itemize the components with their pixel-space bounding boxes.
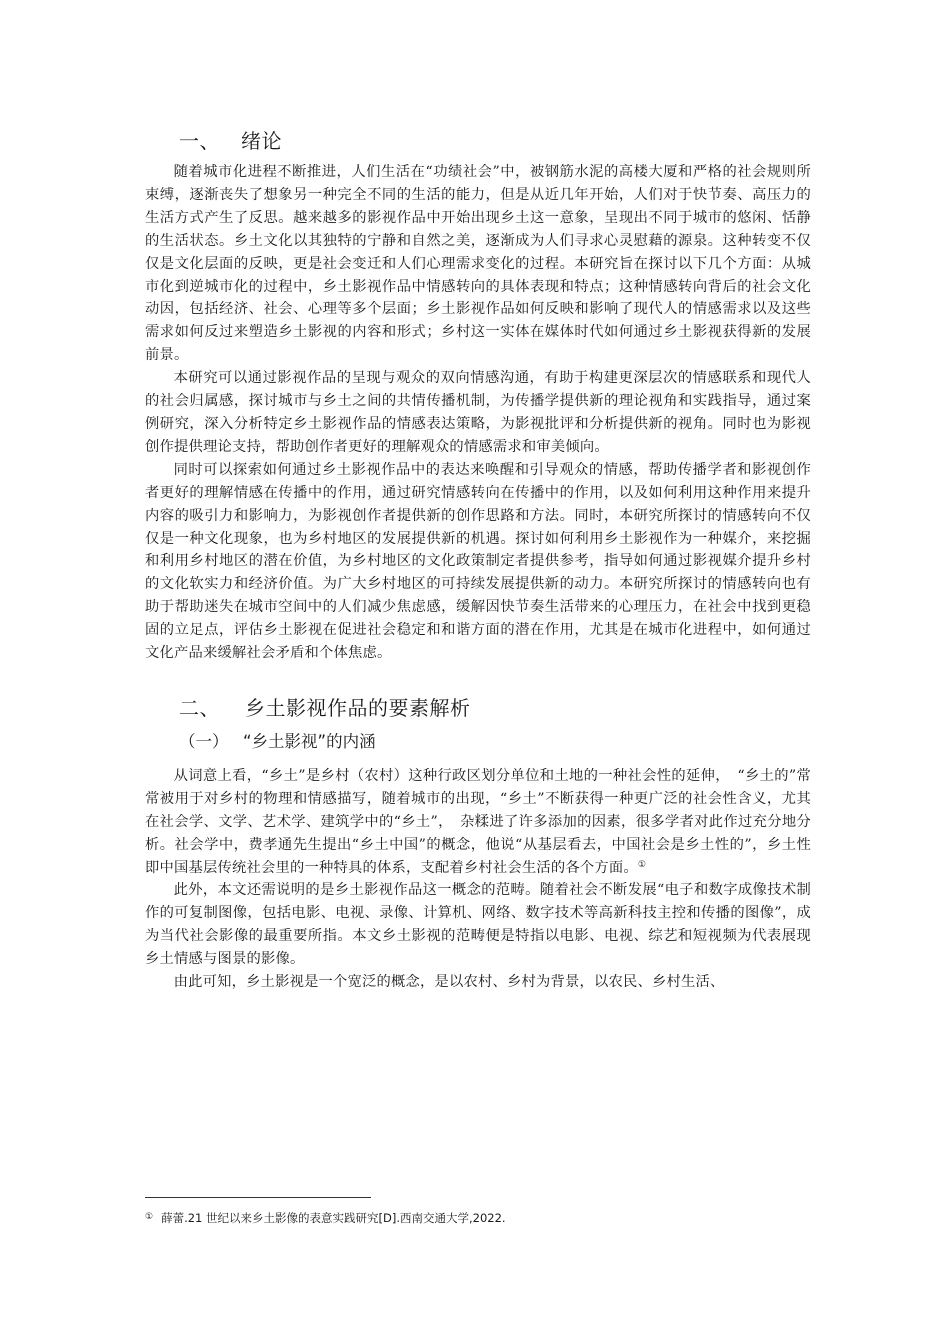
section-title: 乡土影视作品的要素解析: [245, 695, 471, 720]
page-body: [145, 124, 811, 994]
section-number: 二、: [179, 695, 220, 720]
paragraph-text: 从词意上看，“乡土”是乡村（农村）这种行政区划分单位和土地的一种社会性的延伸， “乡土的”常常被用于对乡村的物理和情感描写，随着城市的出现，“乡土”不断获得一种更广泛的社会性含义，尤其在社会学、文学、艺术学、建筑学中的“乡土”， 杂糅进了许多添加的因素，很多学者对此作过充分地分析。社会学中，费孝通先生提出“乡土中国”的概念，他说“从基层看去，中国社会是乡土性的”，乡土性即中国基层传统社会里的一种特具的体系，支配着乡村社会生活的各个方面。: [145, 767, 811, 876]
paragraph-with-footnote: [145, 765, 811, 880]
section-heading-elements: [145, 691, 811, 725]
paragraph: 本研究可以通过影视作品的呈现与观众的双向情感沟通，有助于构建更深层次的情感联系和现代人的社会归属感，探讨城市与乡土之间的共情传播机制，为传播学提供新的理论视角和实践指导，通过案例研究，深入分析特定乡土影视作品的情感表达策略，为影视批评和分析提供新的视角。同时也为影视创作提供理论支持，帮助创作者更好的理解观众的情感需求和审美倾向。: [145, 370, 811, 455]
paragraph: 由此可知，乡土影视是一个宽泛的概念，是以农村、乡村为背景，以农民、乡村生活、: [173, 974, 725, 991]
subsection-heading: [145, 727, 811, 757]
subsection-title: “乡土影视”的内涵: [243, 731, 376, 751]
footnote: [145, 1208, 811, 1227]
footnote-divider: [145, 1197, 371, 1198]
footnote-reference[interactable]: ①: [637, 859, 647, 870]
paragraph: 同时可以探索如何通过乡土影视作品中的表达来唤醒和引导观众的情感，帮助传播学者和影视创作者更好的理解情感在传播中的作用，通过研究情感转向在传播中的作用，以及如何利用这种作用来提升内容的吸引力和影响力，为影视创作者提供新的创作思路和方法。同时，本研究所探讨的情感转向不仅仅是一种文化现象，也为乡村地区的发展提供新的机遇。探讨如何利用乡土影视作为一种媒介，来挖掘和利用乡村地区的潜在价值，为乡村地区的文化政策制定者提供参考，指导如何通过影视媒介提升乡村的文化软实力和经济价值。为广大乡村地区的可持续发展提供新的动力。本研究所探讨的情感转向也有助于帮助迷失在城市空间中的人们减少焦虑感，缓解因快节奏生活带来的心理压力，在社会中找到更稳固的立足点，评估乡土影视在促进社会稳定和和谐方面的潜在作用，尤其是在城市化进程中，如何通过文化产品来缓解社会矛盾和个体焦虑。: [145, 461, 811, 662]
footnote-text: 薛蕾.21 世纪以来乡土影像的表意实践研究[D].西南交通大学,2022.: [161, 1211, 506, 1225]
section-number: 一、: [179, 129, 220, 153]
subsection-number: （一）: [179, 731, 229, 751]
footnote-mark: ①: [145, 1212, 154, 1222]
paragraph: 此外，本文还需说明的是乡土影视作品这一概念的范畴。随着社会不断发展“电子和数字成像技术制作的可复制图像，包括电影、电视、录像、计算机、网络、数字技术等高新科技主控和传播的图像”，成为当代社会影像的最重要所指。本文乡土影视的范畴便是特指以电影、电视、综艺和短视频为代表展现乡土情感与图景的影像。: [145, 882, 811, 968]
section-heading-introduction: [145, 124, 811, 158]
paragraph: 随着城市化进程不断推进，人们生活在“功绩社会”中，被钢筋水泥的高楼大厦和严格的社会规则所束缚，逐渐丧失了想象另一种完全不同的生活的能力，但是从近几年开始，人们对于快节奏、高压力的生活方式产生了反思。越来越多的影视作品中开始出现乡土这一意象，呈现出不同于城市的悠闲、恬静的生活状态。乡土文化以其独特的宁静和自然之美，逐渐成为人们寻求心灵慰藉的源泉。这种转变不仅仅是文化层面的反映，更是社会变迁和人们心理需求变化的过程。本研究旨在探讨以下几个方面：从城市化到逆城市化的过程中，乡土影视作品中情感转向的具体表现和特点；这种情感转向背后的社会文化动因，包括经济、社会、心理等多个层面；乡土影视作品如何反映和影响了现代人的情感需求以及这些需求如何反过来塑造乡土影视的内容和形式；乡村这一实体在媒体时代如何通过乡土影视获得新的发展前景。: [145, 164, 811, 364]
section-title: 绪论: [241, 129, 282, 153]
